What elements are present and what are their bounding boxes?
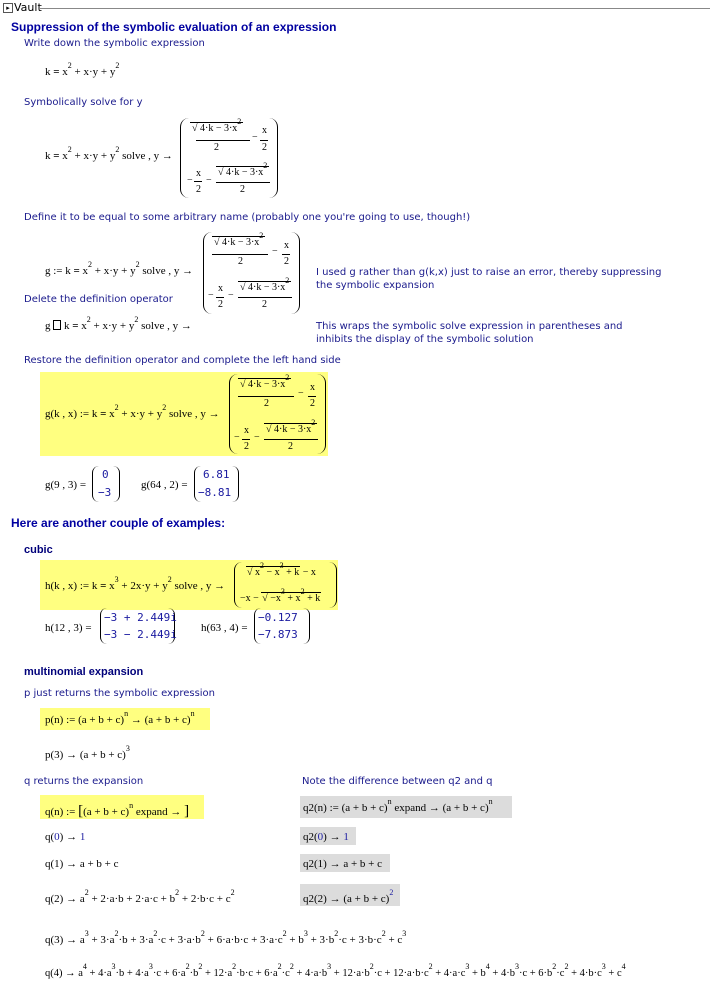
math-q2-0[interactable]: q2(0) → 1 (303, 831, 349, 843)
math-q2[interactable]: $q(2) \to a^2 + 2\cdot a\cdot b + 2\cdot a\cdot c + b^2 + 2\cdot b\cdot c + c^2$ (45, 888, 235, 905)
matrix-right-paren (317, 374, 326, 454)
region-title: Vault (14, 1, 42, 14)
region-header (0, 0, 717, 16)
note-delete-def: Delete the definition operator (24, 294, 173, 305)
solve-bottom-minus2: − (206, 175, 212, 186)
fraction-bar (260, 140, 268, 141)
math-h634-lhs[interactable]: h(63 , 4) = (201, 622, 248, 634)
note-solve-for-y: Symbolically solve for y (24, 97, 143, 108)
note-wraps-2: inhibits the display of the symbolic solution (316, 334, 534, 345)
g-top-denom: 2 (238, 256, 243, 267)
g642-val-0: 6.81 (203, 468, 230, 481)
fraction-bar (216, 182, 270, 183)
math-q0[interactable]: q(0) → 1 (45, 831, 86, 843)
collapse-toggle-icon[interactable]: ▸ (3, 3, 13, 13)
math-g93-lhs[interactable]: g(9 , 3) = (45, 479, 87, 491)
math-q2-2[interactable]: $q2(2) \to (a + b + c)^2$ (303, 888, 394, 905)
solve-top-x: x (262, 125, 267, 136)
matrix-right-paren (329, 562, 337, 608)
fraction-bar (212, 254, 268, 255)
math-q2-def[interactable]: q2(n) := $(a + b + c)^n$ expand → $(a + b + c)^n$ (303, 797, 493, 814)
g-bottom-minus: − (208, 290, 214, 301)
note-used-g-2: the symbolic expansion (316, 280, 435, 291)
fraction-bar (264, 439, 318, 440)
g-bottom-minus2: − (228, 290, 234, 301)
g-top-entry: √ $4\cdot k - 3\cdot x^2$ (214, 231, 264, 248)
matrix-left-paren (180, 118, 189, 198)
math-g-full[interactable]: g(k , x) := $k = x^2 + x\cdot y + y^2$ solve , y → (45, 403, 220, 420)
note-q-returns: q returns the expansion (24, 776, 144, 787)
math-g-def[interactable]: g := $k = x^2 + x\cdot y + y^2$ solve , y → (45, 260, 194, 277)
math-h-def[interactable]: h(k , x) := $k = x^3 + 2x\cdot y + y^2$ solve , y → (45, 575, 226, 592)
h-top-entry: √ $x^2 - x^3 + k - x$ (247, 561, 316, 578)
math-g642-lhs[interactable]: g(64 , 2) = (141, 479, 188, 491)
gf-bottom-minus: − (234, 432, 240, 443)
g-top-x: x (284, 240, 289, 251)
gf-top-x: x (310, 382, 315, 393)
g642-val-1: −8.81 (198, 486, 232, 499)
fraction-bar (216, 297, 224, 298)
math-q1[interactable]: q(1) → a + b + c (45, 858, 119, 870)
fraction-bar (196, 140, 250, 141)
gf-bottom-entry: √ $4\cdot k - 3\cdot x^2$ (266, 418, 316, 435)
gf-bottom-denom: 2 (288, 441, 293, 452)
math-k-expr[interactable]: $k = x^2 + x\cdot y + y^2$ (45, 61, 120, 78)
g93-val-0: 0 (102, 468, 109, 481)
h123-val-0: −3 + 2.449i (104, 611, 177, 624)
g-bottom-x-denom: 2 (218, 299, 223, 310)
gf-bottom-minus2: − (254, 432, 260, 443)
note-p-returns: p just returns the symbolic expression (24, 688, 216, 699)
math-g-deleted[interactable]: g $k = x^2 + x\cdot y + y^2$ solve , y → (45, 315, 192, 332)
gf-top-entry: √ $4\cdot k - 3\cdot x^2$ (240, 373, 290, 390)
solve-bottom-x-denom: 2 (196, 184, 201, 195)
math-q-def[interactable]: q(n) := [$(a + b + c)^n$ expand → ] (45, 801, 190, 819)
fraction-bar (242, 439, 250, 440)
fraction-bar (282, 254, 290, 255)
g-bottom-denom: 2 (262, 299, 267, 310)
section-heading-multinomial: multinomial expansion (24, 666, 144, 678)
solve-bottom-x: x (196, 168, 201, 179)
g-bottom-entry: √ $4\cdot k - 3\cdot x^2$ (240, 276, 290, 293)
fraction-bar (194, 181, 202, 182)
solve-top-entry: √ $4\cdot k - 3\cdot x^2$ (192, 117, 242, 134)
solve-bottom-denominator: 2 (240, 184, 245, 195)
gf-top-minus: − (298, 388, 304, 399)
note-diff: Note the difference between q2 and q (302, 776, 493, 787)
region-divider (40, 8, 710, 9)
solve-bottom-minus: − (187, 175, 193, 186)
gf-top-denom: 2 (264, 398, 269, 409)
math-solve-lhs[interactable]: $k = x^2 + x\cdot y + y^2$ solve , y → (45, 145, 173, 162)
gf-bottom-x: x (244, 425, 249, 436)
matrix-right-paren (303, 608, 310, 644)
solve-top-minus: − (252, 132, 258, 143)
note-define-name: Define it to be equal to some arbitrary name (probably one you're going to use, though!) (24, 212, 471, 223)
g-top-x-denom: 2 (284, 256, 289, 267)
g-top-minus: − (272, 246, 278, 257)
solve-top-denominator: 2 (214, 142, 219, 153)
h123-val-1: −3 − 2.449i (104, 628, 177, 641)
fraction-bar (238, 297, 292, 298)
h634-val-0: −0.127 (258, 611, 298, 624)
note-restore: Restore the definition operator and complete the left hand side (24, 355, 341, 366)
note-write-down: Write down the symbolic expression (24, 38, 205, 49)
section-heading-suppression: Suppression of the symbolic evaluation of an expression (11, 20, 337, 34)
h634-val-1: −7.873 (258, 628, 298, 641)
math-q2-1[interactable]: q2(1) → a + b + c (303, 858, 382, 870)
g93-val-1: −3 (98, 486, 112, 499)
note-wraps-1: This wraps the symbolic solve expression in parentheses and (316, 321, 623, 332)
g-bottom-x: x (218, 283, 223, 294)
gf-bottom-x-denom: 2 (244, 441, 249, 452)
fraction-bar (238, 396, 294, 397)
math-q4[interactable]: $q(4) \to a^4 + 4\cdot a^3\cdot b + 4\cdot a^3\cdot c + 6\cdot a^2\cdot b^2 + 12\cdot a^2\cdot b\cdot c + 6\cdot a^2\cdot c^2 + 4\cdot a\cdot b^3 + 12\cdot a\cdot b^2\cdot c + 12\cdot a\cdot b\cdot c^2 + 4\cdot a\cdot c^3 + b^4 + 4\cdot b^3\cdot c + 6\cdot b^2\cdot c^2 + 4\cdot b\cdot c^3 + c^4$ (45, 962, 626, 979)
gf-top-x-denom: 2 (310, 398, 315, 409)
solve-top-x-denom: 2 (262, 142, 267, 153)
solve-bottom-entry: √ $4\cdot k - 3\cdot x^2$ (218, 161, 268, 178)
matrix-right-paren (269, 118, 278, 198)
math-p-def[interactable]: p(n) := $(a + b + c)^n \to (a + b + c)^n$ (45, 709, 195, 726)
h-bottom-entry: −x − √ $-x^3 + x^2 + k$ (240, 587, 321, 604)
matrix-right-paren (291, 232, 300, 314)
section-heading-cubic: cubic (24, 544, 53, 556)
section-heading-another: Here are another couple of examples: (11, 516, 226, 530)
note-used-g-1: I used g rather than g(k,x) just to raise an error, thereby suppressing (316, 267, 662, 278)
math-q3[interactable]: $q(3) \to a^3 + 3\cdot a^2\cdot b + 3\cdot a^2\cdot c + 3\cdot a\cdot b^2 + 6\cdot a\cdot b\cdot c + 3\cdot a\cdot c^2 + b^3 + 3\cdot b^2\cdot c + 3\cdot b\cdot c^2 + c^3$ (45, 929, 407, 946)
matrix-left-paren (203, 232, 212, 314)
math-h123-lhs[interactable]: h(12 , 3) = (45, 622, 92, 634)
fraction-bar (308, 396, 316, 397)
math-p3[interactable]: $p(3) \to (a + b + c)^3$ (45, 744, 130, 761)
matrix-right-paren (232, 466, 239, 502)
matrix-right-paren (113, 466, 120, 502)
